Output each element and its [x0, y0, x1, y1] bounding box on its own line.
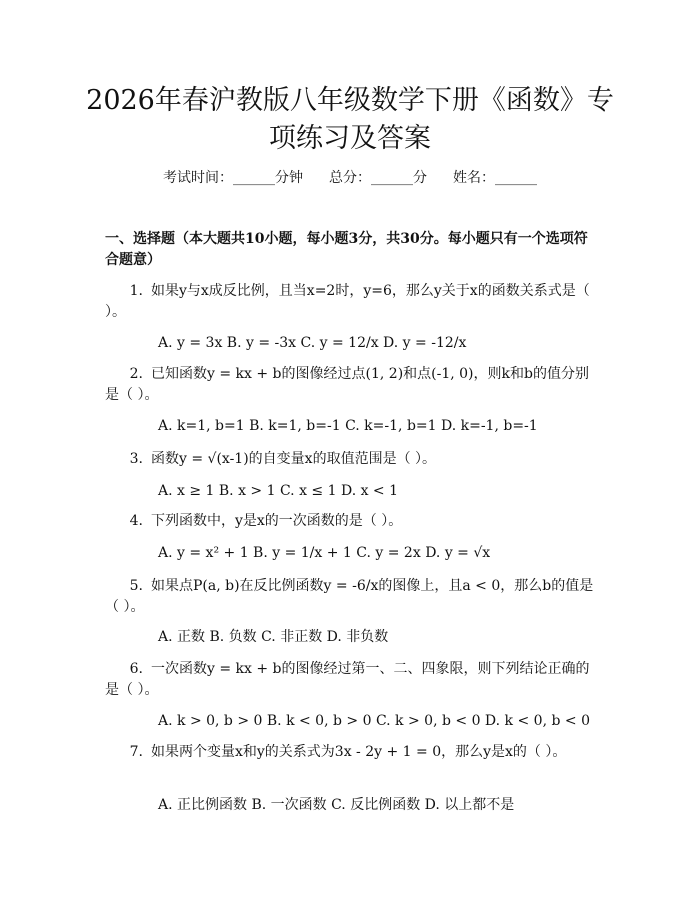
question-text: 如果点P(a, b)在反比例函数y = -6/x的图像上，且a < 0，那么b的值是（ ）。 — [105, 578, 594, 615]
question-5-options: A. 正数 B. 负数 C. 非正数 D. 非负数 — [158, 629, 389, 645]
question-number: 1. — [129, 283, 143, 299]
question-text: 一次函数y = kx + b的图像经过第一、二、四象限，则下列结论正确的是（ ）。 — [105, 661, 590, 698]
document-title: 2026年春沪教版八年级数学下册《函数》专项练习及答案 — [86, 85, 614, 154]
question-7 — [105, 742, 600, 763]
question-5 — [105, 576, 600, 618]
question-number: 5. — [129, 578, 143, 594]
question-2-options: A. k=1, b=1 B. k=1, b=-1 C. k=-1, b=1 D. k=-1, b=-1 — [158, 418, 538, 434]
exam-time-label: 考试时间：______分钟 — [163, 170, 303, 186]
question-3-options: A. x ≥ 1 B. x > 1 C. x ≤ 1 D. x < 1 — [158, 483, 399, 499]
question-4 — [105, 511, 600, 532]
question-number: 7. — [129, 744, 143, 760]
question-text: 如果y与x成反比例，且当x=2时，y=6，那么y关于x的函数关系式是（ ）。 — [105, 283, 590, 320]
question-text: 函数y = √(x-1)的自变量x的取值范围是（ ）。 — [151, 451, 437, 467]
question-number: 4. — [129, 513, 143, 529]
question-text: 下列函数中，y是x的一次函数的是（ ）。 — [151, 513, 403, 529]
section-header: 一、选择题（本大题共10小题，每小题3分，共30分。每小题只有一个选项符合题意） — [105, 231, 588, 268]
question-2 — [105, 364, 600, 406]
question-number: 3. — [129, 451, 143, 467]
question-4-options: A. y = x² + 1 B. y = 1/x + 1 C. y = 2x D. y = √x — [158, 545, 491, 561]
question-6-options: A. k > 0, b > 0 B. k < 0, b > 0 C. k > 0, b < 0 D. k < 0, b < 0 — [158, 713, 590, 729]
exam-name-label: 姓名：______ — [453, 170, 537, 186]
exam-score-label: 总分：______分 — [329, 170, 427, 186]
question-number: 2. — [129, 366, 143, 382]
question-7-options: A. 正比例函数 B. 一次函数 C. 反比例函数 D. 以上都不是 — [158, 797, 515, 813]
question-1-options: A. y = 3x B. y = -3x C. y = 12/x D. y = -12/x — [158, 335, 467, 351]
question-6 — [105, 659, 600, 701]
exam-info-line — [0, 168, 700, 188]
question-text: 如果两个变量x和y的关系式为3x - 2y + 1 = 0，那么y是x的（ ）。 — [151, 744, 567, 760]
question-number: 6. — [129, 661, 143, 677]
question-1 — [105, 281, 600, 323]
question-text: 已知函数y = kx + b的图像经过点(1, 2)和点(-1, 0)，则k和b的值分别是（ ）。 — [105, 366, 589, 403]
question-3 — [105, 449, 600, 470]
